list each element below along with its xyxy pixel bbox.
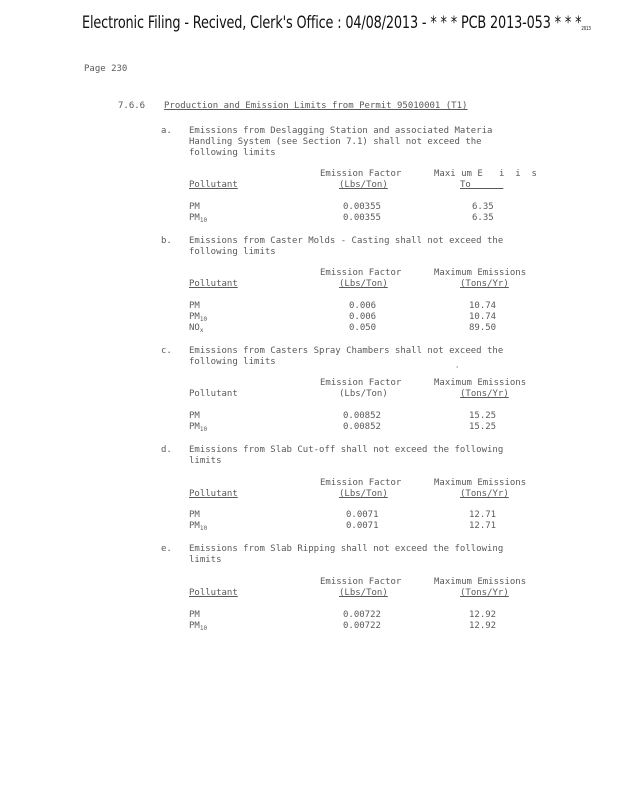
- emission-factor: 0.006: [349, 301, 377, 311]
- max-emissions: 15.25: [469, 422, 497, 432]
- table-e-header-pollutant: Pollutant: [189, 588, 238, 598]
- table-d-header-max: Maximum Emissions: [434, 478, 527, 488]
- table-a-header-pollutant: Pollutant: [189, 180, 238, 190]
- pollutant: PM: [189, 202, 200, 212]
- pollutant: PM: [189, 312, 200, 322]
- table-b-header-factor: Emission Factor: [320, 268, 402, 278]
- table-e-header-max: Maximum Emissions: [434, 577, 527, 587]
- emission-factor: 0.00355: [343, 213, 381, 223]
- table-c-header-max: Maximum Emissions: [434, 378, 527, 388]
- pollutant-sub: 10: [199, 316, 208, 323]
- table-e-header-units: (Lbs/Ton): [339, 588, 388, 598]
- pollutant: PM: [189, 422, 200, 432]
- table-a-header-tons: To: [460, 180, 504, 190]
- pollutant-sub: 10: [199, 625, 208, 632]
- subsection-e-text-1: Emissions from Slab Ripping shall not exceed the following: [189, 544, 504, 554]
- pollutant: NO: [189, 323, 200, 333]
- subsection-a-text-1: Emissions from Deslagging Station and associated Materia: [189, 126, 493, 136]
- emission-factor: 0.00355: [343, 202, 381, 212]
- emission-factor: 0.050: [349, 323, 377, 333]
- table-b-header-max: Maximum Emissions: [434, 268, 527, 278]
- max-emissions: 6.35: [472, 213, 494, 223]
- table-c-header-pollutant: Pollutant: [189, 389, 238, 399]
- subsection-b-letter: b.: [161, 236, 172, 246]
- max-emissions: 15.25: [469, 411, 497, 421]
- table-c-header-factor: Emission Factor: [320, 378, 402, 388]
- subsection-b-text-1: Emissions from Caster Molds - Casting shall not exceed the: [189, 236, 504, 246]
- section-number: 7.6.6: [118, 101, 146, 111]
- table-b-header-units: (Lbs/Ton): [339, 279, 388, 289]
- max-emissions: 12.71: [469, 521, 497, 531]
- pollutant-sub: x: [199, 327, 204, 334]
- pollutant: PM: [189, 521, 200, 531]
- pollutant: PM: [189, 301, 200, 311]
- emission-factor: 0.00852: [343, 411, 381, 421]
- pollutant: PM: [189, 610, 200, 620]
- table-d-header-units: (Lbs/Ton): [339, 489, 388, 499]
- emission-factor: 0.00722: [343, 610, 381, 620]
- table-e-header-tons: (Tons/Yr): [460, 588, 509, 598]
- subsection-d-text-1: Emissions from Slab Cut-off shall not exceed the following: [189, 445, 504, 455]
- table-a-header-max: Maxi um E i i s: [434, 169, 537, 179]
- section-title: Production and Emission Limits from Permit 95010001 (T1): [164, 101, 468, 111]
- pollutant-sub: 10: [199, 525, 208, 532]
- max-emissions: 10.74: [469, 301, 497, 311]
- emission-factor: 0.00852: [343, 422, 381, 432]
- pollutant-sub: 10: [199, 217, 208, 224]
- emission-factor: 0.0071: [346, 521, 379, 531]
- max-emissions: 6.35: [472, 202, 494, 212]
- subsection-a-letter: a.: [161, 126, 172, 136]
- table-d-header-factor: Emission Factor: [320, 478, 402, 488]
- table-b-header-tons: (Tons/Yr): [460, 279, 509, 289]
- table-b-header-pollutant: Pollutant: [189, 279, 238, 289]
- max-emissions: 12.71: [469, 510, 497, 520]
- subsection-d-text-2: limits: [189, 456, 222, 466]
- table-c-header-units: (Lbs/Ton): [339, 389, 388, 399]
- emission-factor: 0.006: [349, 312, 377, 322]
- emission-factor: 0.00722: [343, 621, 381, 631]
- filing-stamp: Electronic Filing - Recived, Clerk's Office : 04/08/2013 - * * * PCB 2013-053 * * $*_{2013}$: [82, 13, 591, 32]
- table-d-header-tons: (Tons/Yr): [460, 489, 509, 499]
- subsection-c-text-2: following limits: [189, 357, 276, 367]
- max-emissions: 89.50: [469, 323, 497, 333]
- page-label: Page 230: [84, 64, 128, 74]
- subsection-a-text-3: following limits: [189, 148, 276, 158]
- table-c-header-tons: (Tons/Yr): [460, 389, 509, 399]
- pollutant: PM: [189, 510, 200, 520]
- subsection-c-text-1: Emissions from Casters Spray Chambers shall not exceed the: [189, 346, 504, 356]
- max-emissions: 12.92: [469, 621, 497, 631]
- pollutant-sub: 10: [199, 426, 208, 433]
- table-e-header-factor: Emission Factor: [320, 577, 402, 587]
- subsection-c-letter: c.: [161, 346, 172, 356]
- table-a-header-units: (Lbs/Ton): [339, 180, 388, 190]
- pollutant: PM: [189, 411, 200, 421]
- subsection-d-letter: d.: [161, 445, 172, 455]
- table-a-header-factor: Emission Factor: [320, 169, 402, 179]
- subsection-e-text-2: limits: [189, 555, 222, 565]
- scan-speck: ': [455, 365, 460, 373]
- max-emissions: 12.92: [469, 610, 497, 620]
- max-emissions: 10.74: [469, 312, 497, 322]
- table-d-header-pollutant: Pollutant: [189, 489, 238, 499]
- subsection-b-text-2: following limits: [189, 247, 276, 257]
- emission-factor: 0.0071: [346, 510, 379, 520]
- subsection-a-text-2: Handling System (see Section 7.1) shall not exceed the: [189, 137, 482, 147]
- pollutant: PM: [189, 213, 200, 223]
- pollutant: PM: [189, 621, 200, 631]
- subsection-e-letter: e.: [161, 544, 172, 554]
